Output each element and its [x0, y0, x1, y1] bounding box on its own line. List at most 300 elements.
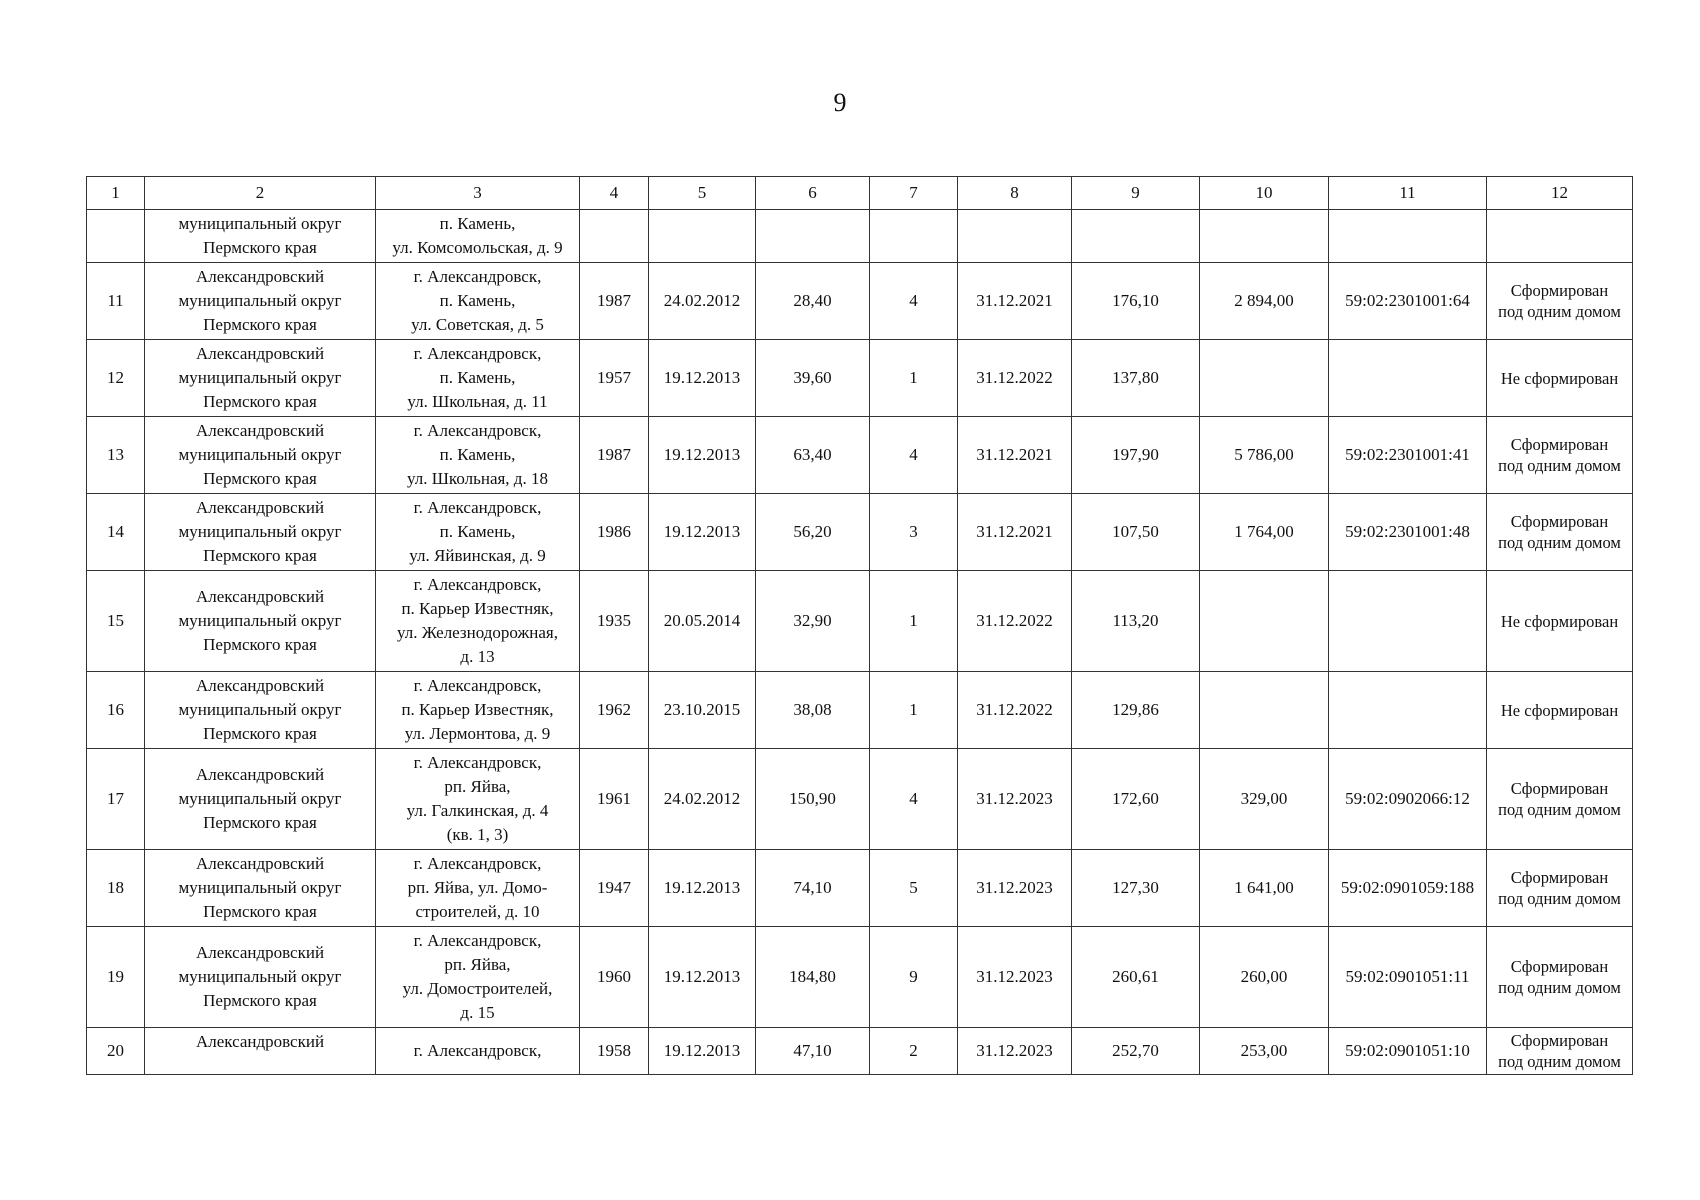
cell-text-line: Александровский [195, 676, 325, 695]
cell-col-5 [649, 672, 756, 749]
cell-col-2 [145, 417, 376, 494]
cell-col-4 [580, 850, 649, 927]
cell-text-line: ул. Советская, д. 5 [411, 315, 544, 334]
cell-text-line: Александровский [195, 1032, 325, 1051]
cell-text-line: 1987 [597, 291, 631, 310]
cell-col-11 [1329, 927, 1487, 1028]
cell-col-6 [756, 927, 870, 1028]
cell-text-line: 107,50 [1112, 522, 1159, 541]
cell-col-2 [145, 494, 376, 571]
cell-col-4 [580, 263, 649, 340]
cell-text-line: 129,86 [1112, 700, 1159, 719]
cell-text-line: 31.12.2022 [976, 611, 1053, 630]
cell-text-line: ул. Комсомольская, д. 9 [392, 238, 563, 257]
cell-col-6 [756, 210, 870, 263]
cell-col-1 [87, 263, 145, 340]
cell-col-6 [756, 263, 870, 340]
cell-text-line: Не сформирован [1500, 611, 1619, 631]
cell-col-3 [376, 263, 580, 340]
cell-col-1 [87, 340, 145, 417]
cell-col-1 [87, 494, 145, 571]
cell-col-2 [145, 672, 376, 749]
cell-text-line: г. Александровск, [413, 1041, 542, 1060]
cell-text-line: 59:02:2301001:41 [1345, 445, 1470, 464]
cell-col-10 [1200, 210, 1329, 263]
cell-text-line: Пермского края [203, 392, 317, 411]
cell-col-8 [958, 340, 1072, 417]
cell-text-line: 2 [909, 1041, 918, 1060]
cell-text-line: 63,40 [793, 445, 832, 464]
column-number-4: 4 [580, 177, 649, 210]
cell-col-9 [1072, 749, 1200, 850]
column-number-header [87, 177, 1633, 210]
cell-col-12 [1487, 417, 1633, 494]
cell-col-5 [649, 1028, 756, 1075]
cell-text-line: 23.10.2015 [663, 700, 741, 719]
cell-text-line: Сформирован [1510, 435, 1609, 454]
cell-text-line: 59:02:0901059:188 [1340, 878, 1475, 897]
cell-text-line: Сформирован [1510, 957, 1609, 976]
cell-text-line: г. Александровск, [413, 854, 542, 873]
cell-text-line: ул. Лермонтова, д. 9 [404, 724, 551, 743]
cell-col-1 [87, 927, 145, 1028]
cell-text-line: 31.12.2021 [976, 445, 1053, 464]
cell-text-line: рп. Яйва, [444, 777, 511, 796]
cell-text-line: г. Александровск, [413, 676, 542, 695]
cell-text-line: Сформирован [1510, 512, 1609, 531]
cell-text-line: г. Александровск, [413, 267, 542, 286]
cell-text-line: п. Карьер Известняк, [401, 700, 554, 719]
cell-text-line: 5 [909, 878, 918, 897]
cell-text-line: муниципальный округ [178, 214, 342, 233]
cell-col-4 [580, 494, 649, 571]
cell-text-line: Пермского края [203, 315, 317, 334]
cell-col-6 [756, 749, 870, 850]
cell-col-9 [1072, 340, 1200, 417]
cell-text-line: ул. Домостроителей, [402, 979, 553, 998]
cell-col-6 [756, 417, 870, 494]
cell-col-9 [1072, 494, 1200, 571]
cell-col-8 [958, 417, 1072, 494]
cell-text-line: 253,00 [1240, 1041, 1288, 1060]
cell-text-line: 18 [107, 878, 124, 897]
cell-text-line: рп. Яйва, [444, 955, 511, 974]
cell-text-line: д. 15 [460, 1003, 495, 1022]
cell-text-line: 1957 [597, 368, 631, 387]
cell-col-2 [145, 263, 376, 340]
cell-col-3 [376, 494, 580, 571]
cell-text-line: 150,90 [789, 789, 836, 808]
cell-text-line: 31.12.2023 [976, 967, 1053, 986]
cell-col-10 [1200, 340, 1329, 417]
cell-text-line: 1987 [597, 445, 631, 464]
cell-text-line: 329,00 [1240, 789, 1288, 808]
cell-text-line: 38,08 [793, 700, 832, 719]
cell-text-line: 1 641,00 [1234, 878, 1294, 897]
cell-col-4 [580, 571, 649, 672]
cell-text-line: 1962 [597, 700, 631, 719]
cell-col-3 [376, 672, 580, 749]
cell-text-line: 31.12.2023 [976, 789, 1053, 808]
table-row [87, 340, 1633, 417]
cell-text-line: муниципальный округ [178, 522, 342, 541]
cell-text-line: 59:02:0901051:10 [1345, 1041, 1470, 1060]
cell-col-6 [756, 340, 870, 417]
cell-col-8 [958, 850, 1072, 927]
cell-col-5 [649, 263, 756, 340]
cell-text-line: 24.02.2012 [663, 291, 741, 310]
cell-text-line: Александровский [195, 344, 325, 363]
cell-col-8 [958, 1028, 1072, 1075]
cell-col-11 [1329, 417, 1487, 494]
cell-text-line: 15 [107, 611, 124, 630]
cell-col-2 [145, 1028, 376, 1075]
column-number-7: 7 [870, 177, 958, 210]
table-row [87, 749, 1633, 850]
table-row [87, 927, 1633, 1028]
cell-col-6 [756, 672, 870, 749]
cell-text-line: 1986 [597, 522, 631, 541]
table-row [87, 210, 1633, 263]
cell-col-4 [580, 672, 649, 749]
cell-col-5 [649, 210, 756, 263]
cell-text-line: п. Карьер Известняк, [401, 599, 554, 618]
cell-col-12 [1487, 263, 1633, 340]
cell-col-5 [649, 417, 756, 494]
page-number: 9 [833, 88, 847, 117]
cell-text-line: 19.12.2013 [663, 878, 741, 897]
cell-text-line: 19.12.2013 [663, 445, 741, 464]
column-number-2: 2 [145, 177, 376, 210]
cell-text-line: муниципальный округ [178, 967, 342, 986]
cell-col-11 [1329, 494, 1487, 571]
cell-col-7 [870, 340, 958, 417]
cell-text-line: Сформирован [1510, 281, 1609, 300]
cell-col-3 [376, 417, 580, 494]
cell-text-line: 11 [107, 291, 124, 310]
cell-col-1 [87, 672, 145, 749]
cell-col-12 [1487, 850, 1633, 927]
column-number-5: 5 [649, 177, 756, 210]
cell-text-line: Пермского края [203, 635, 317, 654]
cell-text-line: ул. Галкинская, д. 4 [406, 801, 549, 820]
cell-col-1 [87, 571, 145, 672]
cell-text-line: муниципальный округ [178, 368, 342, 387]
cell-col-7 [870, 417, 958, 494]
cell-col-2 [145, 340, 376, 417]
column-number-6: 6 [756, 177, 870, 210]
cell-col-9 [1072, 210, 1200, 263]
table-row [87, 1028, 1633, 1075]
cell-col-9 [1072, 417, 1200, 494]
cell-text-line: 47,10 [793, 1041, 832, 1060]
cell-col-7 [870, 1028, 958, 1075]
column-number-3: 3 [376, 177, 580, 210]
cell-col-2 [145, 210, 376, 263]
cell-text-line: 1958 [597, 1041, 631, 1060]
cell-col-9 [1072, 571, 1200, 672]
cell-col-7 [870, 850, 958, 927]
cell-text-line: 31.12.2022 [976, 368, 1053, 387]
cell-col-7 [870, 672, 958, 749]
header-row [87, 177, 1633, 210]
cell-col-11 [1329, 210, 1487, 263]
cell-text-line: 1 [909, 368, 918, 387]
cell-col-11 [1329, 672, 1487, 749]
cell-col-11 [1329, 571, 1487, 672]
cell-text-line: п. Камень, [439, 368, 516, 387]
cell-text-line: 20 [107, 1041, 124, 1060]
cell-text-line: 1961 [597, 789, 631, 808]
cell-col-10 [1200, 494, 1329, 571]
cell-col-12 [1487, 571, 1633, 672]
cell-text-line: строителей, д. 10 [415, 902, 540, 921]
cell-text-line: под одним домом [1498, 1052, 1621, 1071]
cell-col-10 [1200, 1028, 1329, 1075]
cell-text-line: 172,60 [1112, 789, 1159, 808]
cell-col-5 [649, 927, 756, 1028]
cell-text-line: г. Александровск, [413, 575, 542, 594]
cell-col-12 [1487, 672, 1633, 749]
cell-text-line: под одним домом [1498, 302, 1621, 321]
cell-col-11 [1329, 749, 1487, 850]
cell-col-8 [958, 210, 1072, 263]
cell-text-line: 74,10 [793, 878, 832, 897]
cell-text-line: Александровский [195, 421, 325, 440]
cell-text-line: 1 764,00 [1234, 522, 1294, 541]
cell-text-line: 16 [107, 700, 124, 719]
cell-col-8 [958, 927, 1072, 1028]
cell-text-line: 59:02:0902066:12 [1345, 789, 1470, 808]
cell-text-line: Не сформирован [1500, 700, 1619, 720]
cell-text-line: Александровский [195, 943, 325, 962]
cell-text-line: 137,80 [1112, 368, 1159, 387]
cell-col-3 [376, 1028, 580, 1075]
cell-col-8 [958, 672, 1072, 749]
column-number-9: 9 [1072, 177, 1200, 210]
cell-text-line: 19.12.2013 [663, 522, 741, 541]
cell-text-line: Пермского края [203, 902, 317, 921]
cell-col-10 [1200, 672, 1329, 749]
table-body [87, 210, 1633, 1075]
cell-text-line: 24.02.2012 [663, 789, 741, 808]
cell-text-line: муниципальный округ [178, 291, 342, 310]
cell-col-7 [870, 571, 958, 672]
cell-col-3 [376, 340, 580, 417]
cell-col-12 [1487, 210, 1633, 263]
cell-col-2 [145, 749, 376, 850]
cell-col-4 [580, 210, 649, 263]
cell-col-9 [1072, 263, 1200, 340]
cell-col-7 [870, 263, 958, 340]
cell-text-line: г. Александровск, [413, 421, 542, 440]
cell-text-line: 56,20 [793, 522, 832, 541]
cell-text-line: 9 [909, 967, 918, 986]
cell-col-12 [1487, 749, 1633, 850]
cell-text-line: ул. Железнодорожная, [397, 623, 558, 642]
cell-text-line: 1947 [597, 878, 631, 897]
cell-col-5 [649, 850, 756, 927]
cell-text-line: 1935 [597, 611, 631, 630]
cell-text-line: 59:02:0901051:11 [1345, 967, 1470, 986]
cell-col-1 [87, 417, 145, 494]
cell-col-3 [376, 927, 580, 1028]
cell-text-line: 39,60 [793, 368, 832, 387]
cell-text-line: 31.12.2021 [976, 522, 1053, 541]
cell-text-line: 260,00 [1240, 967, 1288, 986]
cell-text-line: муниципальный округ [178, 700, 342, 719]
cell-text-line: 184,80 [789, 967, 836, 986]
cell-col-12 [1487, 494, 1633, 571]
cell-text-line: под одним домом [1498, 889, 1621, 908]
housing-register-table [86, 176, 1633, 1075]
cell-col-1 [87, 1028, 145, 1075]
cell-col-1 [87, 749, 145, 850]
cell-col-1 [87, 210, 145, 263]
cell-text-line: 17 [107, 789, 124, 808]
cell-col-7 [870, 210, 958, 263]
cell-text-line: Пермского края [203, 238, 317, 257]
cell-text-line: 14 [107, 522, 124, 541]
cell-text-line: ул. Яйвинская, д. 9 [409, 546, 546, 565]
cell-text-line: 59:02:2301001:64 [1345, 291, 1470, 310]
cell-text-line: 252,70 [1112, 1041, 1159, 1060]
cell-text-line: 113,20 [1112, 611, 1159, 630]
cell-col-9 [1072, 850, 1200, 927]
cell-text-line: Не сформирован [1500, 368, 1619, 388]
cell-col-3 [376, 210, 580, 263]
cell-col-5 [649, 571, 756, 672]
cell-col-9 [1072, 927, 1200, 1028]
cell-col-9 [1072, 1028, 1200, 1075]
cell-col-8 [958, 263, 1072, 340]
cell-text-line: Пермского края [203, 991, 317, 1010]
table-row [87, 263, 1633, 340]
cell-text-line: г. Александровск, [413, 753, 542, 772]
cell-text-line: 28,40 [793, 291, 832, 310]
cell-text-line: 127,30 [1112, 878, 1159, 897]
cell-col-8 [958, 571, 1072, 672]
cell-text-line: под одним домом [1498, 456, 1621, 475]
cell-text-line: 176,10 [1112, 291, 1159, 310]
cell-text-line: г. Александровск, [413, 498, 542, 517]
cell-col-12 [1487, 1028, 1633, 1075]
cell-text-line: п. Камень, [439, 291, 516, 310]
cell-col-2 [145, 571, 376, 672]
cell-text-line: Пермского края [203, 546, 317, 565]
cell-col-2 [145, 927, 376, 1028]
cell-text-line: п. Камень, [439, 522, 516, 541]
cell-col-1 [87, 850, 145, 927]
cell-text-line: рп. Яйва, ул. Домо- [407, 878, 548, 897]
cell-col-10 [1200, 927, 1329, 1028]
cell-col-4 [580, 927, 649, 1028]
cell-text-line: Сформирован [1510, 779, 1609, 798]
cell-text-line: Александровский [195, 854, 325, 873]
cell-text-line: г. Александровск, [413, 344, 542, 363]
cell-text-line: Сформирован [1510, 868, 1609, 887]
cell-text-line: п. Камень, [439, 445, 516, 464]
cell-text-line: Александровский [195, 587, 325, 606]
cell-col-6 [756, 1028, 870, 1075]
cell-text-line: муниципальный округ [178, 789, 342, 808]
cell-col-10 [1200, 571, 1329, 672]
cell-text-line: д. 13 [460, 647, 495, 666]
cell-text-line: 19.12.2013 [663, 967, 741, 986]
cell-col-4 [580, 417, 649, 494]
cell-col-8 [958, 749, 1072, 850]
cell-text-line: Александровский [195, 765, 325, 784]
cell-text-line: под одним домом [1498, 978, 1621, 997]
cell-text-line: г. Александровск, [413, 931, 542, 950]
cell-text-line: Пермского края [203, 469, 317, 488]
cell-text-line: 32,90 [793, 611, 832, 630]
cell-text-line: муниципальный округ [178, 878, 342, 897]
cell-col-7 [870, 749, 958, 850]
cell-col-12 [1487, 340, 1633, 417]
cell-col-11 [1329, 1028, 1487, 1075]
cell-col-11 [1329, 850, 1487, 927]
table-row [87, 571, 1633, 672]
cell-text-line: под одним домом [1498, 800, 1621, 819]
cell-col-3 [376, 749, 580, 850]
cell-text-line: 12 [107, 368, 124, 387]
cell-text-line: Александровский [195, 267, 325, 286]
cell-text-line: муниципальный округ [178, 611, 342, 630]
cell-text-line: 31.12.2023 [976, 878, 1053, 897]
cell-text-line: 197,90 [1112, 445, 1159, 464]
cell-text-line: п. Камень, [439, 214, 516, 233]
cell-text-line: 3 [909, 522, 918, 541]
cell-text-line: Александровский [195, 498, 325, 517]
table-row [87, 417, 1633, 494]
cell-col-5 [649, 494, 756, 571]
cell-text-line: 1960 [597, 967, 631, 986]
cell-col-10 [1200, 749, 1329, 850]
cell-text-line: 19.12.2013 [663, 1041, 741, 1060]
cell-text-line: 19 [107, 967, 124, 986]
cell-text-line: 31.12.2023 [976, 1041, 1053, 1060]
cell-text-line: 4 [909, 789, 918, 808]
cell-col-2 [145, 850, 376, 927]
cell-text-line: (кв. 1, 3) [446, 825, 509, 844]
cell-col-3 [376, 850, 580, 927]
cell-col-9 [1072, 672, 1200, 749]
table-row [87, 672, 1633, 749]
cell-col-8 [958, 494, 1072, 571]
cell-col-10 [1200, 263, 1329, 340]
cell-text-line: Сформирован [1510, 1031, 1609, 1050]
column-number-8: 8 [958, 177, 1072, 210]
column-number-12: 12 [1487, 177, 1633, 210]
cell-text-line: под одним домом [1498, 533, 1621, 552]
cell-col-5 [649, 749, 756, 850]
cell-text-line: 1 [909, 611, 918, 630]
cell-col-7 [870, 927, 958, 1028]
cell-text-line: ул. Школьная, д. 18 [407, 469, 548, 488]
cell-text-line: 5 786,00 [1234, 445, 1294, 464]
cell-col-11 [1329, 263, 1487, 340]
cell-col-10 [1200, 417, 1329, 494]
cell-col-12 [1487, 927, 1633, 1028]
cell-col-6 [756, 494, 870, 571]
cell-col-11 [1329, 340, 1487, 417]
cell-text-line: 20.05.2014 [663, 611, 741, 630]
cell-text-line: 31.12.2021 [976, 291, 1053, 310]
table-row [87, 850, 1633, 927]
cell-col-6 [756, 571, 870, 672]
cell-text-line: 19.12.2013 [663, 368, 741, 387]
